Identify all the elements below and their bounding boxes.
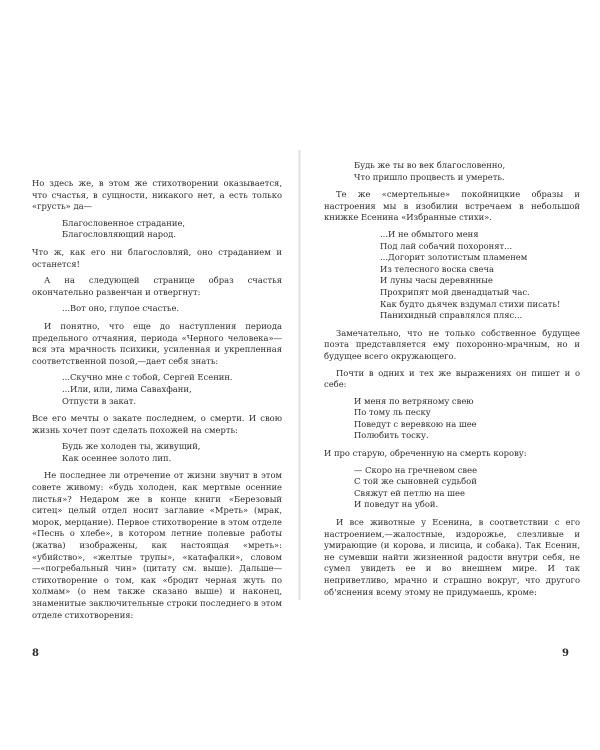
verse-line: ...Догорит золотистым пламенем (380, 252, 528, 263)
verse-line: С той же сыновней судьбой (354, 476, 477, 487)
paragraph: Но здесь же, в этом же стихотворении оказывается, что счастья, в сущности, никакого нет, а есть только «грусть» да— (32, 178, 282, 212)
right-page-text (324, 158, 580, 603)
paragraph: И про старую, обреченную на смерть корову: (324, 448, 527, 459)
verse-quote (32, 441, 282, 464)
verse-line: И меня по ветряному свею (354, 395, 474, 406)
verse-quote (32, 303, 282, 315)
verse-line: ...И не обмытого меня (380, 228, 479, 239)
paragraph: Почти в одних и тех же выражениях он пишет и о себе: (324, 367, 580, 390)
verse-line: По тому ль песку (354, 407, 431, 418)
paragraph: А на следующей странице образ счастья окончательно развенчан и отвергнут: (32, 275, 282, 297)
verse-line: Как осеннее золото лип. (62, 452, 172, 463)
verse-line: Что пришло процвесть и умереть. (354, 171, 505, 182)
verse-line: И поведут на убой. (354, 499, 439, 510)
verse-line: Свяжут ей петлю на шее (354, 487, 465, 498)
verse-line: Прохрипят мой двенадцатый час. (380, 286, 530, 297)
verse-quote (324, 160, 580, 183)
verse-line: Будь же ты во век благословенно, (354, 160, 506, 170)
left-page-text (32, 178, 282, 626)
verse-line: Полюбить тоску. (354, 430, 429, 441)
verse-line: И луны часы деревянные (380, 275, 493, 286)
verse-line: Благословляющий народ. (62, 229, 176, 240)
verse-line: Поведут с веревкою на шее (354, 418, 477, 429)
right-page-number: 9 (562, 648, 569, 659)
right-page (300, 0, 600, 750)
verse-quote (32, 372, 282, 407)
verse-line: Из телесного воска свеча (380, 263, 495, 274)
paragraph: И понятно, что еще до наступления периода предельного отчаяния, периода «Черного человека»—вся эта мрачность психики, усиленная и укрепленная соответственной позой,—дает себя знать: (32, 320, 282, 366)
paragraph: И все животные у Есенина, в соответствии с его настроением,—жалостные, издорожье, слезливые и умирающие (и корова, и лисица, и собака). Так Есенин, не сумевши найти жизненной радости внутри себя, не сумел увидеть ее и во внешнем мире. И так неприветливо, мрачно и страшно вокруг, что другого об'яснения всему этому не придумаешь, кроме: (324, 517, 580, 597)
verse-line: Панихидный справлялся пляс... (380, 310, 523, 321)
verse-line: — Скоро на гречневом свее (354, 464, 478, 475)
verse-line: Будь же холоден ты, живущий, (62, 441, 201, 452)
verse-line: Под лай собачий похоронят... (380, 240, 513, 251)
verse-quote (324, 465, 580, 511)
verse-line: ...Или, или, лима Савахфани, (62, 383, 192, 394)
verse-line: ...Вот оно, глупое счастье. (62, 303, 180, 314)
paragraph: Замечательно, что не только собственное будущее поэта представляется ему похоронно-мрачным, но и будущее всего окружающего. (324, 327, 580, 361)
verse-quote (324, 229, 580, 322)
verse-line: Как будто дьячек вздумал стихи писать! (380, 298, 561, 309)
paragraph: Все его мечты о закате последнем, о смерти. И свою жизнь хочет поэт сделать похожей на смерть: (32, 413, 282, 435)
paragraph: Те же «смертельные» покойницкие образы и настроения мы в изобилии встречаем в небольшой книжке Есенина «Избранные стихи». (324, 189, 580, 223)
left-page-number: 8 (32, 648, 39, 659)
paragraph: Что ж, как его ни благословляй, оно страданием и останется! (32, 246, 282, 269)
paragraph: Не последнее ли отречение от жизни звучит в этом совете живому: «будь холоден, как мертвые осенние листья»? Недаром же в конце книги «Березовый ситец» целый отдел носит заглавие «Мреть» (мрак, морок, мерцание). Первое стихотворение в этом отделе «Песнь о хлебе», в котором летние полевые работы (жатва) изображены, как настоящая «мреть»: «убийство», «желтые трупы», «катафалки», словом—«погребальный чин» (цитату см. выше). Дальше—стихотворение о том, как «бродит черная жуть по холмам» (о нем также сказано выше) и наконец, знаменитые заключительные строки последнего в этом отделе стихотворения: (32, 470, 282, 620)
verse-line: Отпусти в закат. (62, 395, 137, 406)
verse-line: ...Скучно мне с тобой, Сергей Есенин. (62, 372, 233, 383)
verse-line: Благословенное страдание, (62, 217, 186, 228)
verse-quote (32, 218, 282, 241)
verse-quote (324, 396, 580, 442)
